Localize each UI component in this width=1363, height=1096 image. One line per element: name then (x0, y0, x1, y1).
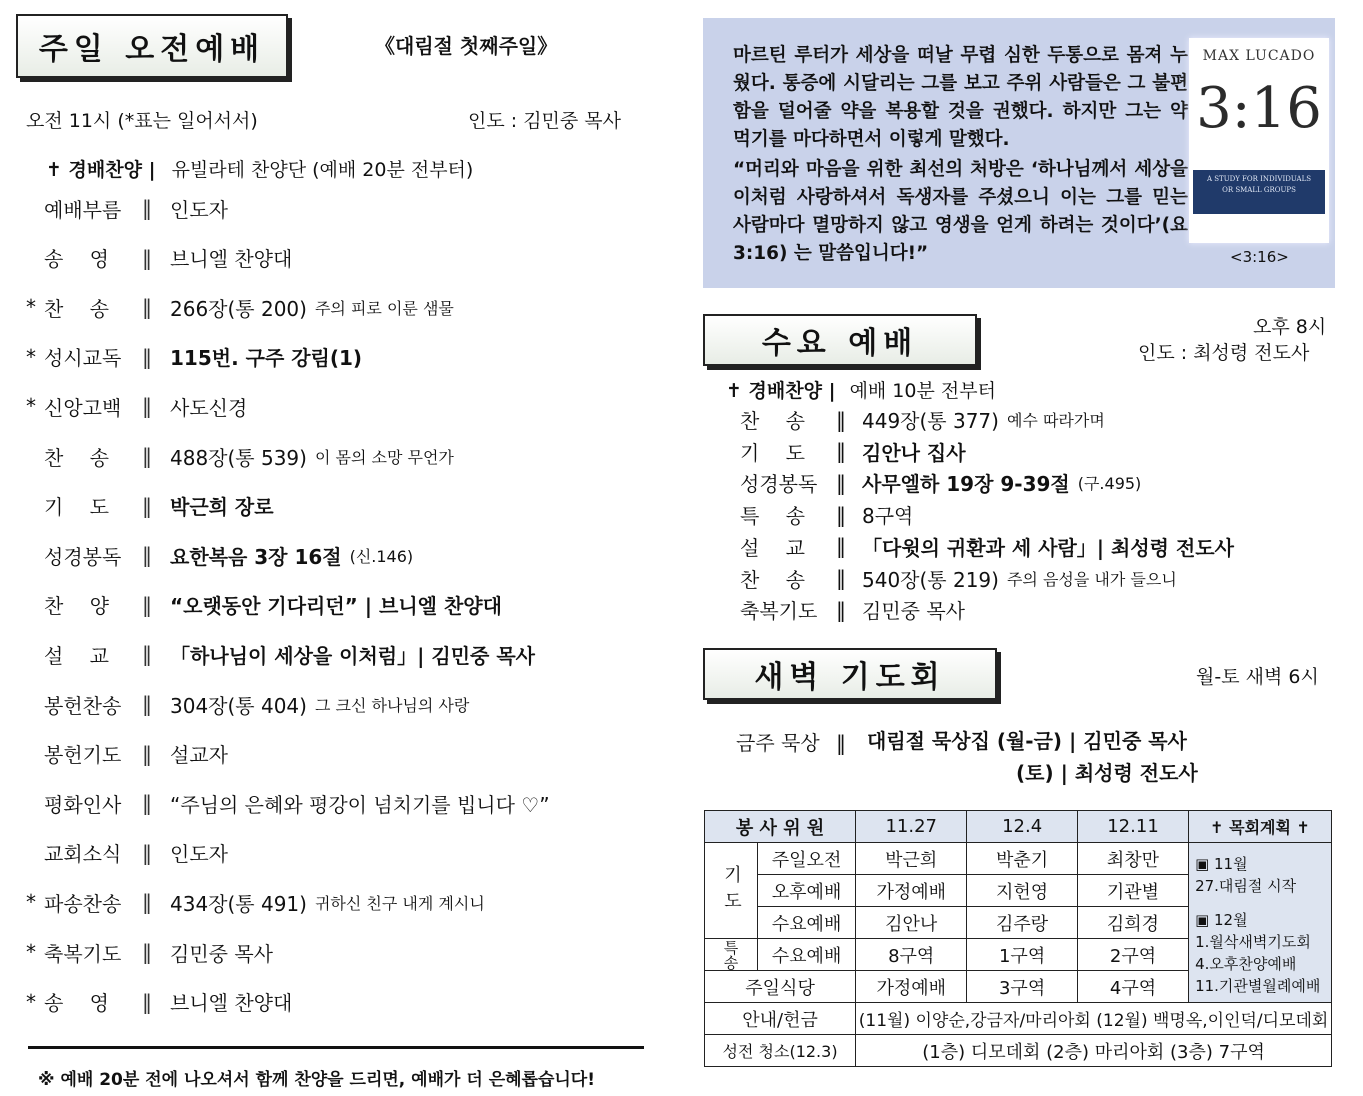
row-label: 수요예배 (758, 907, 856, 939)
stand-marker: * (26, 890, 36, 915)
table-header-row (705, 811, 1332, 843)
order-text: 인도자 (170, 842, 228, 867)
wed-prelude-label: ✝ 경배찬양 | (726, 380, 836, 402)
dawn-label (736, 727, 846, 756)
order-label: 찬 송 (44, 296, 109, 321)
order-row (26, 242, 292, 274)
wed-order-row (740, 437, 966, 466)
quote-text-1: 마르틴 루터가 세상을 떠날 무렵 심한 두통으로 몸져 누웠다. 통증에 시달리는 그를 보고 주위 사람들은 그 불편함을 덜어줄 약을 복용할 것을 권했다. 하지만 그는 약 먹기를 마다하면서 이렇게 말했다. (733, 45, 1188, 150)
order-text: 브니엘 찬양대 (170, 991, 293, 1016)
order-row (26, 688, 469, 720)
book-title: 3:16 (1196, 76, 1322, 141)
morning-title-box (16, 14, 288, 78)
table-cell: 김안나 (856, 907, 967, 939)
order-note: 예수 따라가며 (1006, 411, 1105, 430)
table-cell: 지헌영 (967, 875, 1078, 907)
order-row (26, 589, 502, 621)
morning-title: 주일 오전예배 (38, 32, 266, 67)
separator: ‖ (142, 295, 152, 320)
order-row (26, 787, 550, 819)
order-text: 김민중 목사 (862, 599, 965, 624)
order-text: 488장(통 539) (170, 445, 307, 470)
order-note: 주의 음성을 내가 들으니 (1006, 569, 1177, 589)
order-note: 그 크신 하나님의 사랑 (314, 695, 470, 715)
order-text: 설교자 (170, 743, 228, 768)
order-row (26, 291, 454, 323)
order-label: 예배부름 (44, 197, 122, 222)
order-note: 이 몸의 소망 무언가 (314, 447, 454, 467)
header-date-3: 12.11 (1077, 811, 1188, 843)
order-label: 설 교 (740, 535, 805, 560)
separator: ‖ (142, 791, 152, 816)
order-text: 304장(통 404) (170, 693, 307, 718)
order-label: 찬 송 (44, 445, 109, 470)
quote-panel (703, 18, 1335, 288)
order-label: 축복기도 (44, 941, 122, 966)
wed-order-row (740, 500, 913, 529)
order-row (26, 341, 362, 373)
prelude-label: ✝ 경배찬양 | (46, 159, 156, 181)
stand-marker: * (26, 989, 36, 1014)
order-row (26, 886, 485, 918)
plan-item: 27.대림절 시작 (1195, 877, 1297, 895)
header-date-2: 12.4 (967, 811, 1078, 843)
order-label: 신앙고백 (44, 395, 122, 420)
separator: ‖ (142, 394, 152, 419)
order-text: “주님의 은혜와 평강이 넘치기를 빕니다 ♡” (170, 792, 550, 817)
header-plan: ✝ 목회계획 ✝ (1189, 811, 1332, 843)
separator: ‖ (836, 566, 846, 590)
order-text: 사도신경 (170, 395, 248, 420)
wed-order-row (740, 595, 965, 624)
table-row (705, 843, 1332, 875)
prelude-text: 유빌라테 찬양단 (예배 20분 전부터) (171, 159, 474, 181)
morning-order-list (26, 192, 666, 1032)
order-text: 115번. 구주 강림(1) (170, 346, 363, 371)
dawn-line2: (토) | 최성령 전도사 (1016, 761, 1198, 785)
header-committee: 봉 사 위 원 (705, 811, 856, 843)
table-cell: (11월) 이양순,강금자/마리아회 (12월) 백명옥,이인덕/디모데회 (856, 1003, 1332, 1035)
separator: ‖ (836, 470, 846, 495)
separator: ‖ (836, 439, 846, 464)
order-row (26, 638, 535, 670)
order-label: 축복기도 (740, 599, 818, 624)
table-cell: 8구역 (856, 939, 967, 971)
row-label: 오후예배 (758, 875, 856, 907)
header-date-1: 11.27 (856, 811, 967, 843)
order-row (26, 837, 228, 869)
table-cell: 김주랑 (967, 907, 1078, 939)
order-text: 449장(통 377) (862, 409, 999, 433)
book-caption: <3:16> (1230, 248, 1289, 266)
separator: ‖ (142, 642, 152, 667)
order-label: 봉헌기도 (44, 743, 122, 768)
dawn-sep: ‖ (836, 731, 846, 755)
wednesday-title: 수요 예배 (761, 326, 919, 361)
order-text: 266장(통 200) (170, 296, 307, 321)
order-text: 박근희 장로 (170, 495, 274, 520)
table-cell: 김희경 (1077, 907, 1188, 939)
book-sub: A STUDY FOR INDIVIDUALS OR SMALL GROUPS (1206, 175, 1312, 194)
plan-item: 11.기관별월례예배 (1195, 977, 1321, 995)
wednesday-time: 오후 8시 (1253, 316, 1327, 338)
order-label: 송 영 (44, 991, 109, 1016)
row-label: 주일식당 (705, 971, 856, 1003)
order-label: 봉헌찬송 (44, 693, 122, 718)
order-note: (신.146) (349, 546, 414, 566)
order-text: 김민중 목사 (170, 941, 273, 966)
order-note: 귀하신 친구 내게 계시니 (314, 893, 485, 913)
order-text: 김안나 집사 (862, 440, 966, 465)
special-group-label: 특송 (705, 939, 758, 971)
row-label: 안내/헌금 (705, 1003, 856, 1035)
plan-cell (1189, 843, 1332, 1003)
separator: ‖ (142, 344, 152, 369)
separator: ‖ (142, 692, 152, 716)
wednesday-prelude (726, 376, 996, 403)
morning-subtitle: 《대림절 첫째주일》 (375, 34, 558, 58)
table-cell: 박근희 (856, 843, 967, 875)
morning-time-note: 오전 11시 (*표는 일어서서) (26, 110, 258, 132)
order-label: 찬 송 (740, 567, 805, 592)
plan-month-2: ▣ 12월 (1195, 911, 1248, 929)
order-text: “오랫동안 기다리던” | 브니엘 찬양대 (170, 594, 502, 619)
wed-prelude-text: 예배 10분 전부터 (849, 380, 996, 402)
separator: ‖ (142, 989, 152, 1014)
separator: ‖ (142, 741, 152, 766)
order-text: 인도자 (170, 197, 228, 222)
separator: ‖ (836, 597, 846, 622)
separator: ‖ (142, 493, 152, 518)
order-label: 송 영 (44, 247, 109, 272)
wednesday-title-box (703, 314, 977, 366)
order-label: 기 도 (740, 440, 805, 465)
service-table (704, 810, 1332, 1067)
plan-month-1: ▣ 11월 (1195, 855, 1248, 873)
wednesday-leader: 인도 : 최성령 전도사 (1138, 342, 1310, 364)
order-text: 540장(통 219) (862, 567, 999, 592)
separator: ‖ (142, 543, 152, 568)
wed-order-row (740, 532, 1234, 561)
separator: ‖ (142, 196, 152, 220)
order-label: 찬 송 (740, 409, 805, 433)
morning-leader: 인도 : 김민중 목사 (468, 110, 621, 132)
order-note: 주의 피로 이룬 샘물 (314, 298, 454, 318)
dawn-time: 월-토 새벽 6시 (1196, 666, 1319, 688)
order-label: 교회소식 (44, 842, 122, 867)
prayer-group-label: 기도 (705, 843, 758, 939)
table-cell: 3구역 (967, 971, 1078, 1003)
order-row (26, 539, 413, 571)
table-cell: 2구역 (1077, 939, 1188, 971)
row-label: 주일오전 (758, 843, 856, 875)
wednesday-order-list (740, 405, 1340, 630)
separator: ‖ (142, 940, 152, 964)
order-label: 성시교독 (44, 346, 122, 371)
table-cell: 박춘기 (967, 843, 1078, 875)
order-text: 「다윗의 귀환과 세 사람」| 최성령 전도사 (862, 535, 1234, 560)
book-cover-image (1189, 38, 1329, 243)
stand-marker: * (26, 394, 36, 419)
order-text: 브니엘 찬양대 (170, 247, 293, 272)
order-row (26, 986, 292, 1018)
order-row (26, 490, 274, 522)
dawn-title: 새벽 기도회 (754, 660, 946, 695)
table-cell: 가정예배 (856, 875, 967, 907)
separator: ‖ (142, 592, 152, 617)
book-author: MAX LUCADO (1202, 48, 1316, 64)
morning-prelude (46, 155, 473, 182)
order-label: 기 도 (44, 495, 109, 520)
order-label: 성경봉독 (44, 544, 122, 569)
separator: ‖ (142, 890, 152, 915)
order-text: 434장(통 491) (170, 891, 307, 916)
morning-footer-note: ※ 예배 20분 전에 나오셔서 함께 찬양을 드리면, 예배가 더 은혜롭습니다! (38, 1070, 595, 1090)
separator: ‖ (142, 444, 152, 468)
order-row (26, 936, 273, 968)
wed-order-row (740, 405, 1105, 434)
stand-marker: * (26, 344, 36, 369)
table-row (705, 1003, 1332, 1035)
table-cell: 4구역 (1077, 971, 1188, 1003)
order-row (26, 192, 228, 224)
separator: ‖ (142, 840, 152, 865)
footer-divider (28, 1046, 644, 1049)
separator: ‖ (142, 245, 152, 270)
order-label: 찬 양 (44, 594, 109, 619)
order-text: 사무엘하 19장 9-39절 (862, 472, 1070, 497)
dawn-title-box (703, 648, 997, 700)
order-label: 설 교 (44, 643, 109, 668)
table-cell: (1층) 디모데회 (2층) 마리아회 (3층) 7구역 (856, 1035, 1332, 1067)
dawn-label-text: 금주 묵상 (736, 731, 820, 755)
order-row (26, 390, 247, 422)
table-cell: 가정예배 (856, 971, 967, 1003)
table-cell: 최창만 (1077, 843, 1188, 875)
order-label: 파송찬송 (44, 891, 122, 916)
row-label: 수요예배 (758, 939, 856, 971)
order-text: 8구역 (862, 504, 914, 529)
order-text: 요한복음 3장 16절 (170, 544, 342, 569)
plan-item: 1.월삭새벽기도회 (1195, 933, 1311, 951)
separator: ‖ (836, 407, 846, 432)
wed-order-row (740, 564, 1177, 593)
order-text: 「하나님이 세상을 이처럼」| 김민중 목사 (170, 643, 535, 668)
order-label: 평화인사 (44, 792, 122, 817)
table-row (705, 1035, 1332, 1067)
order-row (26, 738, 228, 770)
stand-marker: * (26, 295, 36, 320)
order-label: 성경봉독 (740, 472, 818, 497)
table-cell: 1구역 (967, 939, 1078, 971)
dawn-line1: 대림절 묵상집 (월-금) | 김민중 목사 (867, 729, 1187, 753)
wed-order-row (740, 468, 1141, 497)
separator: ‖ (836, 534, 846, 559)
quote-text-2: “머리와 마음을 위한 최선의 처방은 ‘하나님께서 세상을 이처럼 사랑하셔서 독생자를 주셨으니 이는 그를 믿는 사람마다 멸망하지 않고 영생을 얻게 하려는 것이다’(요3:16) 는 말씀입니다!” (733, 159, 1188, 264)
separator: ‖ (836, 502, 846, 527)
table-cell: 기관별 (1077, 875, 1188, 907)
stand-marker: * (26, 940, 36, 964)
plan-item: 4.오후찬양예배 (1195, 955, 1297, 973)
row-label: 성전 청소(12.3) (705, 1035, 856, 1067)
order-row (26, 440, 454, 472)
order-note: (구.495) (1077, 474, 1142, 494)
order-label: 특 송 (740, 504, 805, 529)
